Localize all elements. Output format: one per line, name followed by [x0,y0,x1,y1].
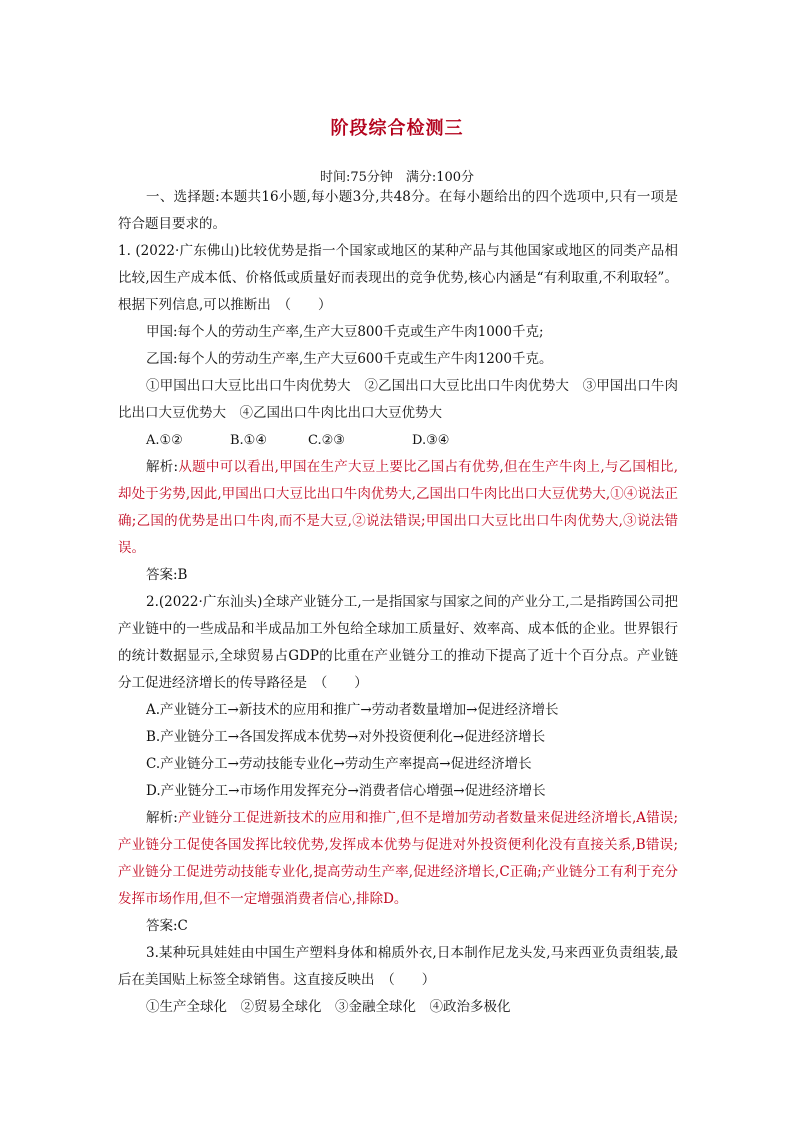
document-body [118,184,678,1021]
q1-option-d: D.③④ [412,433,450,448]
q3-statements: ①生产全球化 ②贸易全球化 ③金融全球化 ④政治多极化 [146,999,511,1015]
exam-meta: 时间:75分钟 满分:100分 [319,170,475,185]
q2-option-d: D.产业链分工→市场作用发挥充分→消费者信心增强→促进经济增长 [146,783,546,799]
q1-info-a: 甲国:每个人的劳动生产率,生产大豆800千克或生产牛肉1000千克; [146,324,544,340]
q1-option-c: C.②③ [308,433,345,448]
page-title: 阶段综合检测三 [330,118,464,139]
q2-option-b: B.产业链分工→各国发挥成本优势→对外投资便利化→促进经济增长 [146,729,546,745]
q3-stem: 3.某种玩具娃娃由中国生产塑料身体和棉质外衣,日本制作尼龙头发,马来西亚负责组装,最后在美国贴上标签全球销售。这直接反映出 （ ） [118,945,678,988]
q2-answer: 答案:C [146,918,188,934]
q2-option-a: A.产业链分工→新技术的应用和推广→劳动者数量增加→促进经济增长 [146,702,559,718]
section-heading: 一、选择题:本题共16小题,每小题3分,共48分。在每小题给出的四个选项中,只有一项是符合题目要求的。 [118,189,678,232]
q2-analysis [118,805,678,913]
q1-info-b: 乙国:每个人的劳动生产率,生产大豆600千克或生产牛肉1200千克。 [146,351,553,367]
q1-analysis [118,454,678,562]
q1-options [118,427,678,454]
q1-option-b: B.①④ [230,433,267,448]
q1-analysis-label: 解析: [146,459,179,475]
q1-option-a: A.①② [146,433,183,448]
q1-answer: 答案:B [146,567,188,583]
q1-stem: 1. (2022·广东佛山)比较优势是指一个国家或地区的某种产品与其他国家或地区的同类产品相比较,因生产成本低、价格低或质量好而表现出的竞争优势,核心内涵是“有利取重,不利取轻”。根据下列信息,可以推断出 （ ） [118,243,678,313]
q1-analysis-text: 从题中可以看出,甲国在生产大豆上要比乙国占有优势,但在生产牛肉上,与乙国相比,却处于劣势,因此,甲国出口大豆比出口牛肉优势大,乙国出口牛肉比出口大豆优势大,①④说法正确;乙国的优势是出口牛肉,而不是大豆,②说法错误;甲国出口大豆比出口牛肉优势大,③说法错误。 [118,459,678,556]
q2-analysis-text: 产业链分工促进新技术的应用和推广,但不是增加劳动者数量来促进经济增长,A错误;产业链分工促使各国发挥比较优势,发挥成本优势与促进对外投资便利化没有直接关系,B错误;产业链分工促进劳动技能专业化,提高劳动生产率,促进经济增长,C正确;产业链分工有利于充分发挥市场作用,但不一定增强消费者信心,排除D。 [118,810,678,907]
q2-analysis-label: 解析: [146,810,178,826]
q2-stem: 2.(2022·广东汕头)全球产业链分工,一是指国家与国家之间的产业分工,二是指跨国公司把产业链中的一些成品和半成品加工外包给全球加工质量好、效率高、成本低的企业。世界银行的统计数据显示,全球贸易占GDP的比重在产业链分工的推动下提高了近十个百分点。产业链分工促进经济增长的传导路径是 （ ） [118,594,678,691]
q1-statements: ①甲国出口大豆比出口牛肉优势大 ②乙国出口大豆比出口牛肉优势大 ③甲国出口牛肉比出口大豆优势大 ④乙国出口牛肉比出口大豆优势大 [118,378,678,421]
q2-option-c: C.产业链分工→劳动技能专业化→劳动生产率提高→促进经济增长 [146,756,532,772]
